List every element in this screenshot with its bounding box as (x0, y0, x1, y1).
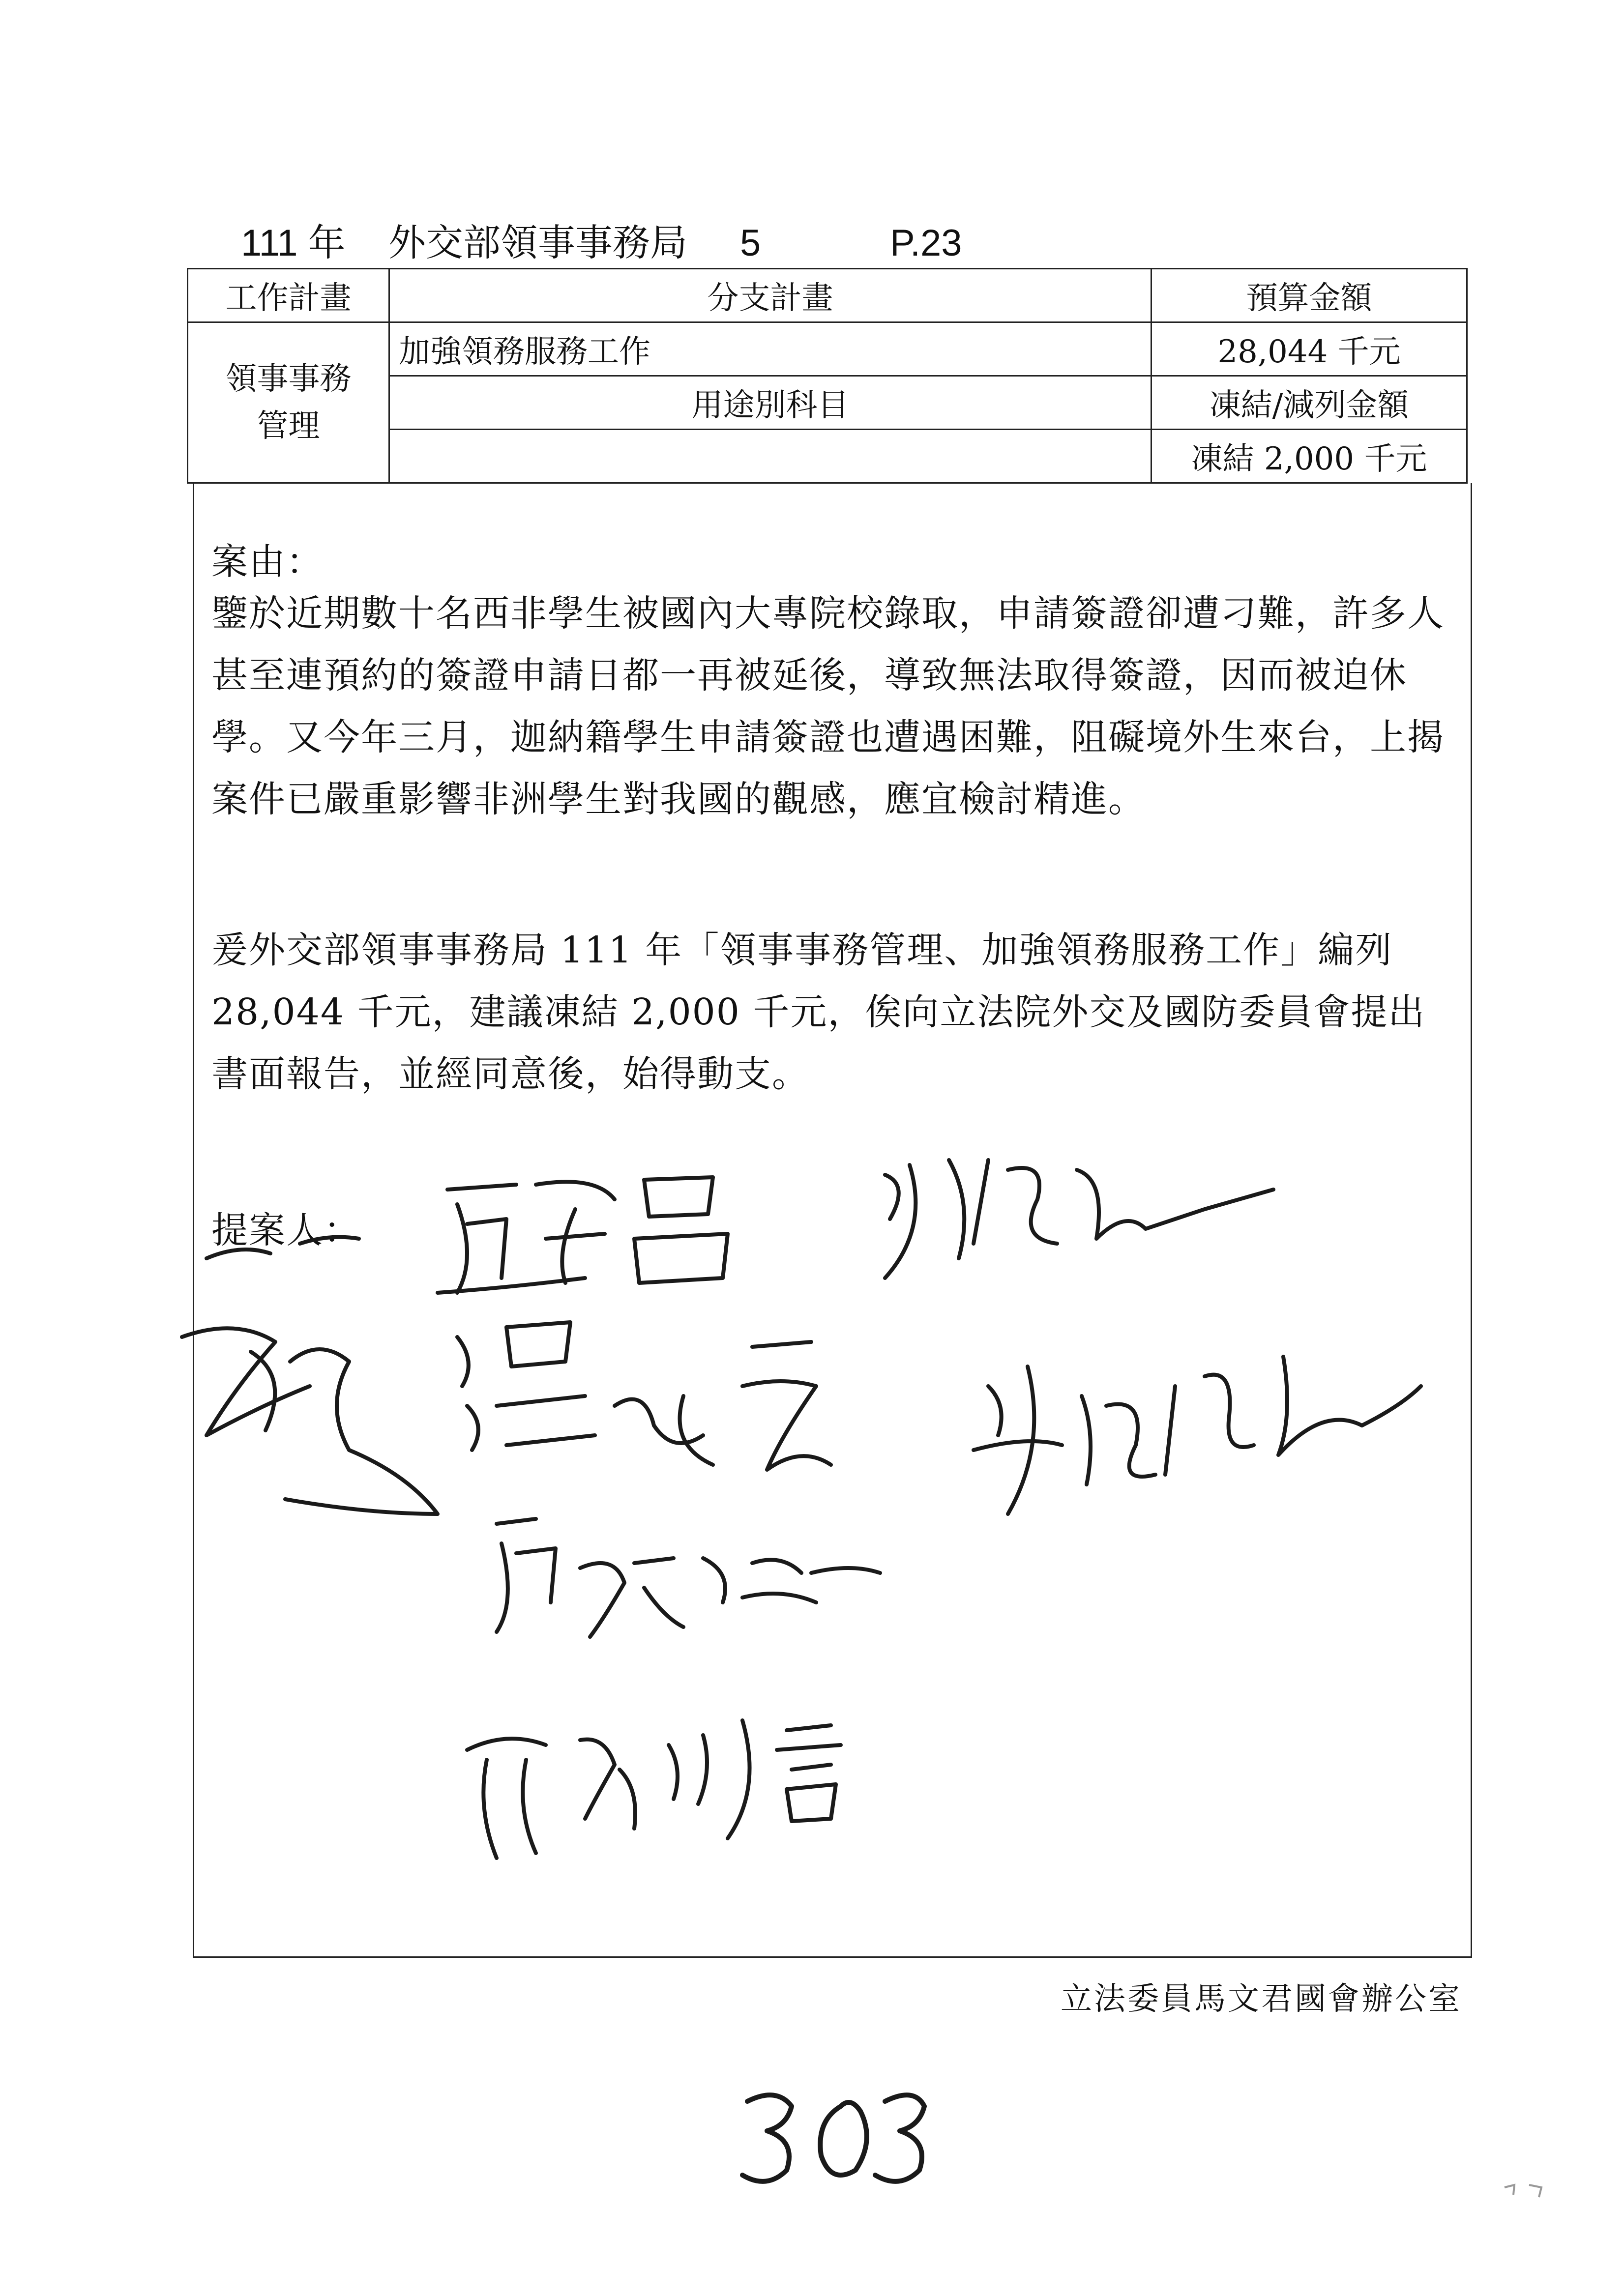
header-item-number: 5 (740, 222, 761, 264)
signature (974, 1357, 1421, 1514)
signature (438, 1177, 728, 1293)
header-agency: 外交部領事事務局 (388, 222, 687, 264)
signature (467, 1720, 841, 1858)
work-plan-header: 工作計畫 (188, 269, 389, 322)
table-row (188, 322, 1467, 376)
office-name: 立法委員馬文君國會辦公室 (1061, 1981, 1462, 2017)
expense-item-header: 用途別科目 (389, 376, 1152, 430)
freeze-cut-header: 凍結/減列金額 (1152, 376, 1467, 430)
work-plan-value: 領事事務管理 (188, 322, 389, 483)
proposer-signatures (162, 1131, 1539, 1897)
budget-table (187, 268, 1468, 484)
reason-text: 鑒於近期數十名西非學生被國內大專院校錄取，申請簽證卻遭刁難，許多人甚至連預約的簽證申請日都一再被延後，導致無法取得簽證，因而被迫休學。又今年三月，迦納籍學生申請簽證也遭遇困難，阻礙境外生來台，上揭案件已嚴重影響非洲學生對我國的觀感，應宜檢討精進。 (211, 592, 1445, 820)
header-page-ref: P.23 (890, 222, 962, 264)
sub-plan-header: 分支計畫 (389, 269, 1152, 322)
table-header-row (188, 269, 1467, 322)
budget-header: 預算金額 (1152, 269, 1467, 322)
expense-item-value (389, 430, 1152, 483)
signature (497, 1519, 880, 1637)
budget-value: 28,044 千元 (1152, 322, 1467, 376)
header-year: 111 年 (241, 222, 346, 264)
proposer-label: 提案人： (211, 1209, 361, 1251)
reason-label: 案由： (211, 541, 324, 583)
request-text: 爰外交部領事事務局 111 年「領事事務管理、加強領務服務工作」編列 28,044 千元，建議凍結 2,000 千元，俟向立法院外交及國防委員會提出書面報告，並經同意後，始得動支。 (211, 929, 1426, 1095)
signature (457, 1322, 831, 1470)
signature (182, 1237, 438, 1514)
freeze-value: 凍結 2,000 千元 (1152, 430, 1467, 483)
scan-mark (1500, 2178, 1549, 2207)
signature (885, 1160, 1273, 1278)
handwritten-page-number (728, 2072, 934, 2200)
sub-plan-value: 加強領務服務工作 (389, 322, 1152, 376)
